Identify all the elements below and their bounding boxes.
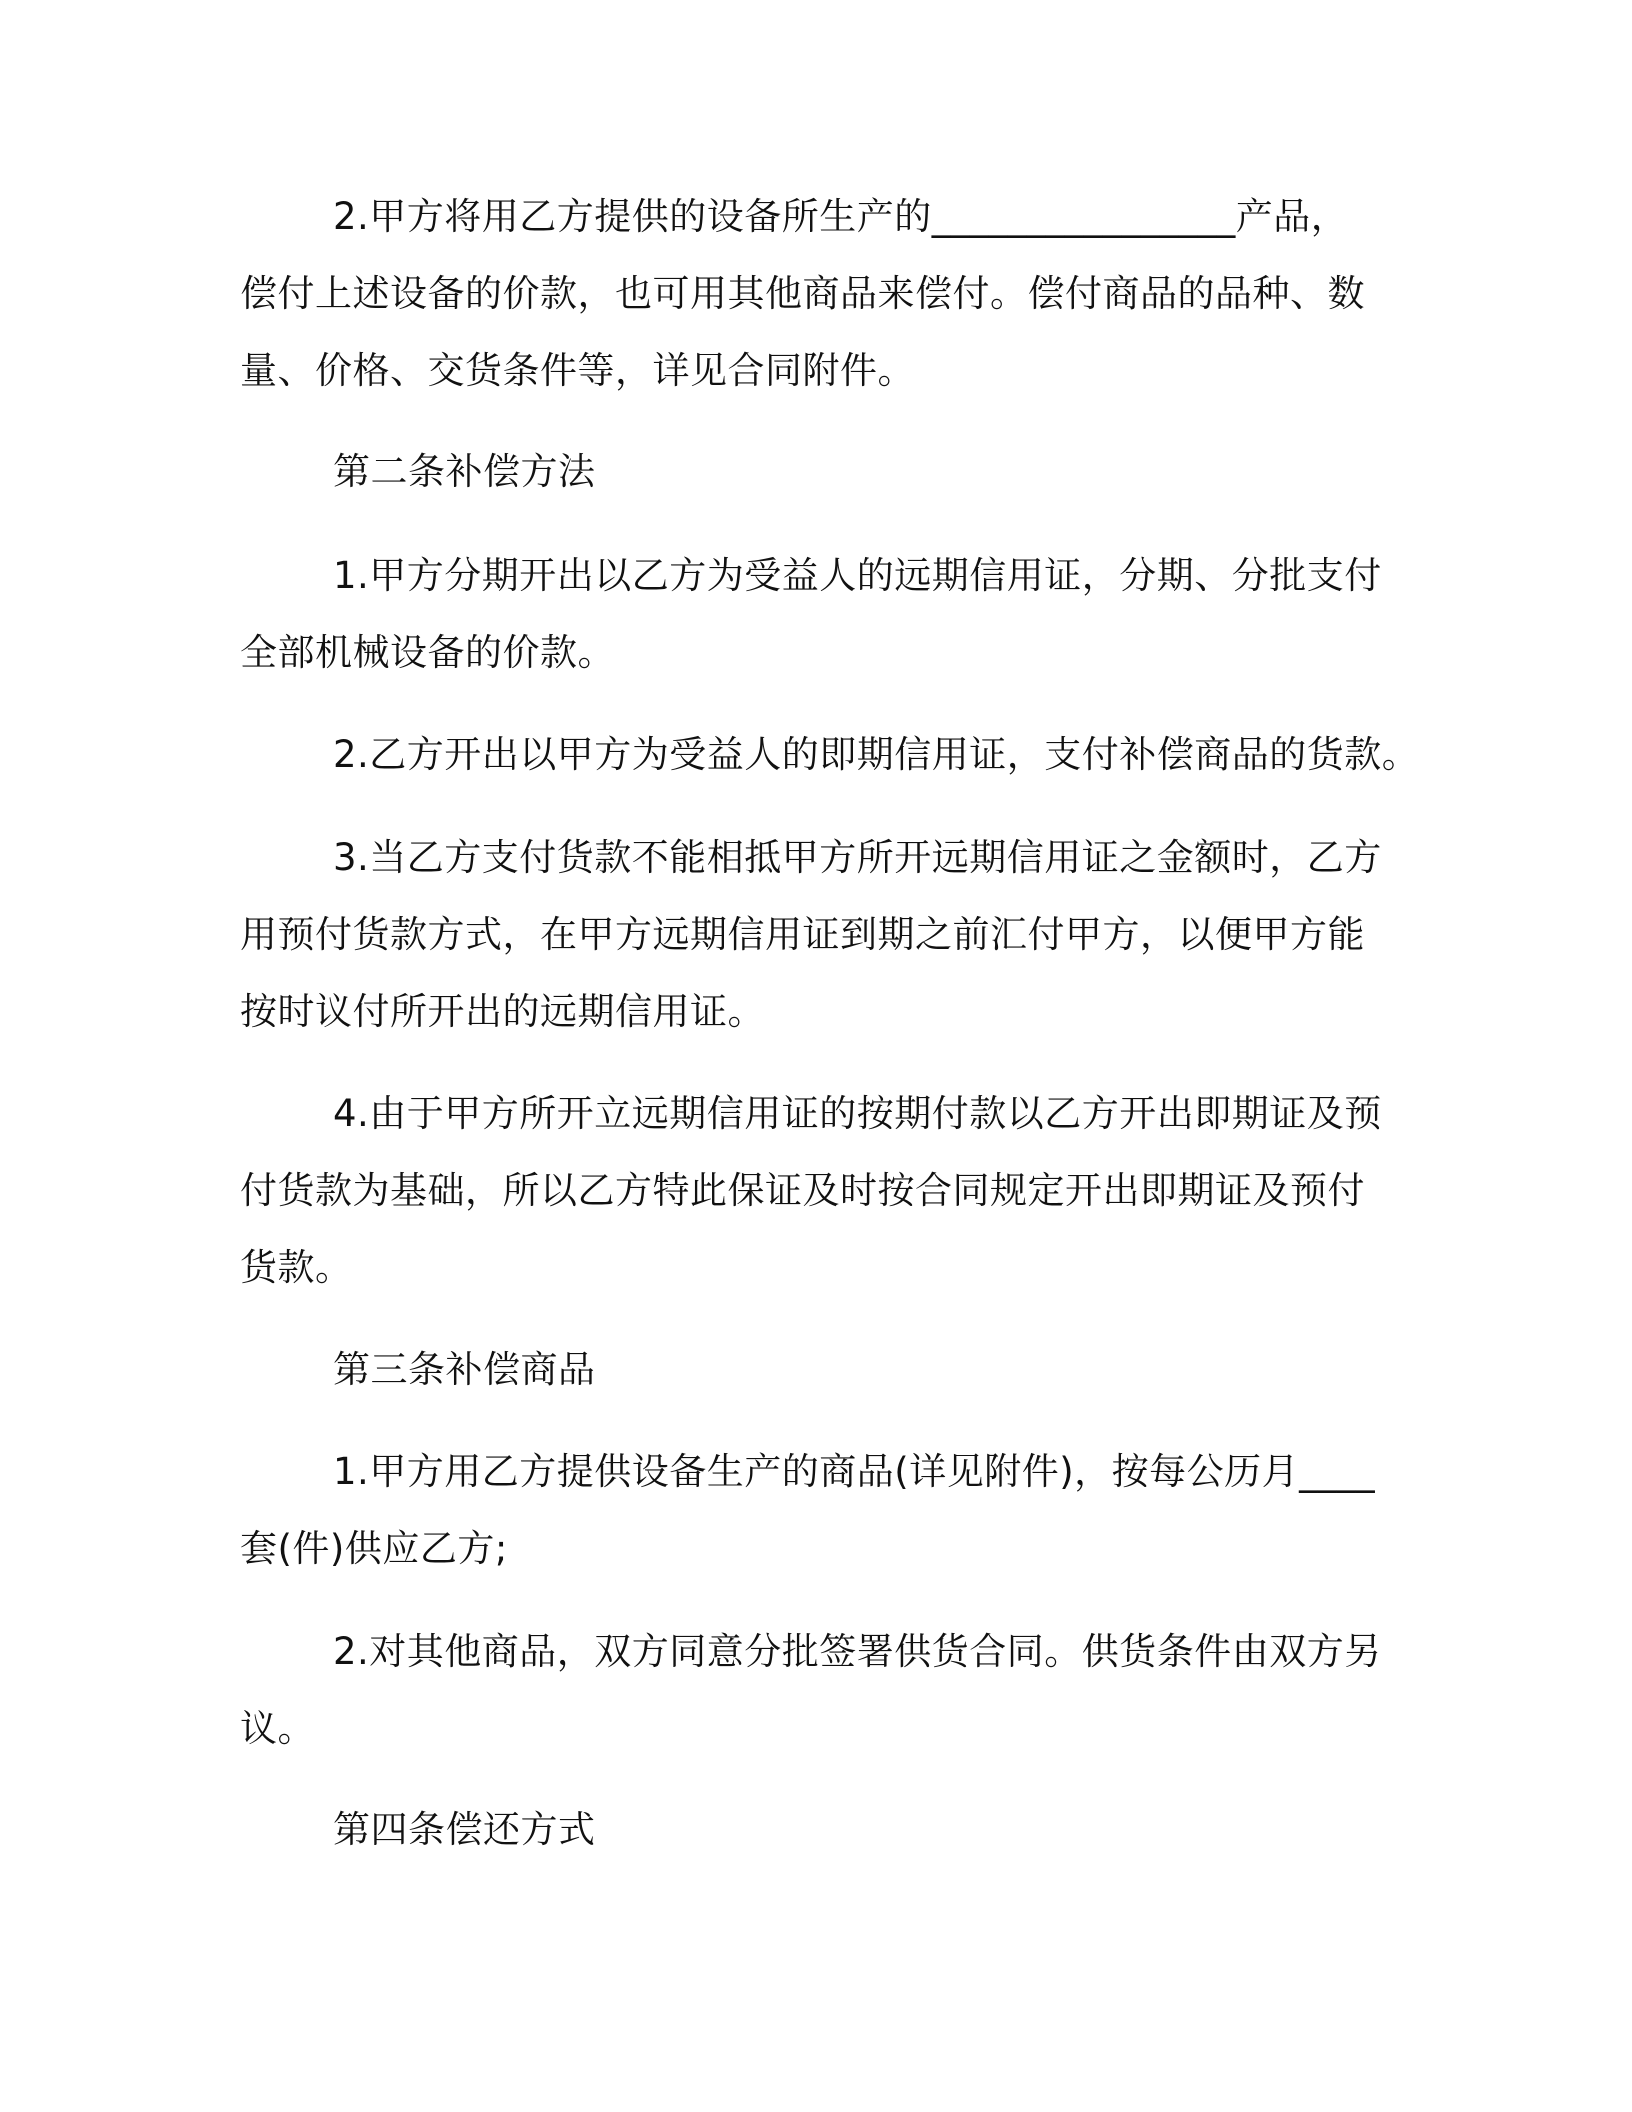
paragraph-line: 1.甲方分期开出以乙方为受益人的远期信用证，分期、分批支付 — [333, 554, 1382, 597]
section-heading: 第三条补偿商品 — [333, 1348, 596, 1391]
paragraph-line: 2.乙方开出以甲方为受益人的即期信用证，支付补偿商品的货款。 — [333, 733, 1420, 776]
paragraph-line: 全部机械设备的价款。 — [240, 631, 615, 674]
paragraph-line: 1.甲方用乙方提供设备生产的商品(详见附件)，按每公历月____ — [333, 1450, 1376, 1493]
paragraph-line: 用预付货款方式，在甲方远期信用证到期之前汇付甲方，以便甲方能 — [240, 913, 1365, 956]
paragraph-line: 4.由于甲方所开立远期信用证的按期付款以乙方开出即期证及预 — [333, 1092, 1382, 1135]
paragraph-line: 2.甲方将用乙方提供的设备所生产的________________产品， — [333, 195, 1349, 238]
paragraph-line: 偿付上述设备的价款，也可用其他商品来偿付。偿付商品的品种、数 — [240, 272, 1365, 315]
section-heading: 第四条偿还方式 — [333, 1808, 596, 1851]
paragraph-line: 付货款为基础，所以乙方特此保证及时按合同规定开出即期证及预付 — [240, 1169, 1365, 1212]
paragraph-line: 按时议付所开出的远期信用证。 — [240, 990, 765, 1033]
paragraph-line: 2.对其他商品，双方同意分批签署供货合同。供货条件由双方另 — [333, 1630, 1382, 1673]
paragraph-line: 3.当乙方支付货款不能相抵甲方所开远期信用证之金额时，乙方 — [333, 836, 1382, 879]
paragraph-line: 货款。 — [240, 1246, 353, 1289]
paragraph-line: 议。 — [240, 1707, 315, 1750]
paragraph-line: 量、价格、交货条件等，详见合同附件。 — [240, 349, 915, 392]
section-heading: 第二条补偿方法 — [333, 450, 596, 493]
paragraph-line: 套(件)供应乙方; — [240, 1527, 508, 1570]
